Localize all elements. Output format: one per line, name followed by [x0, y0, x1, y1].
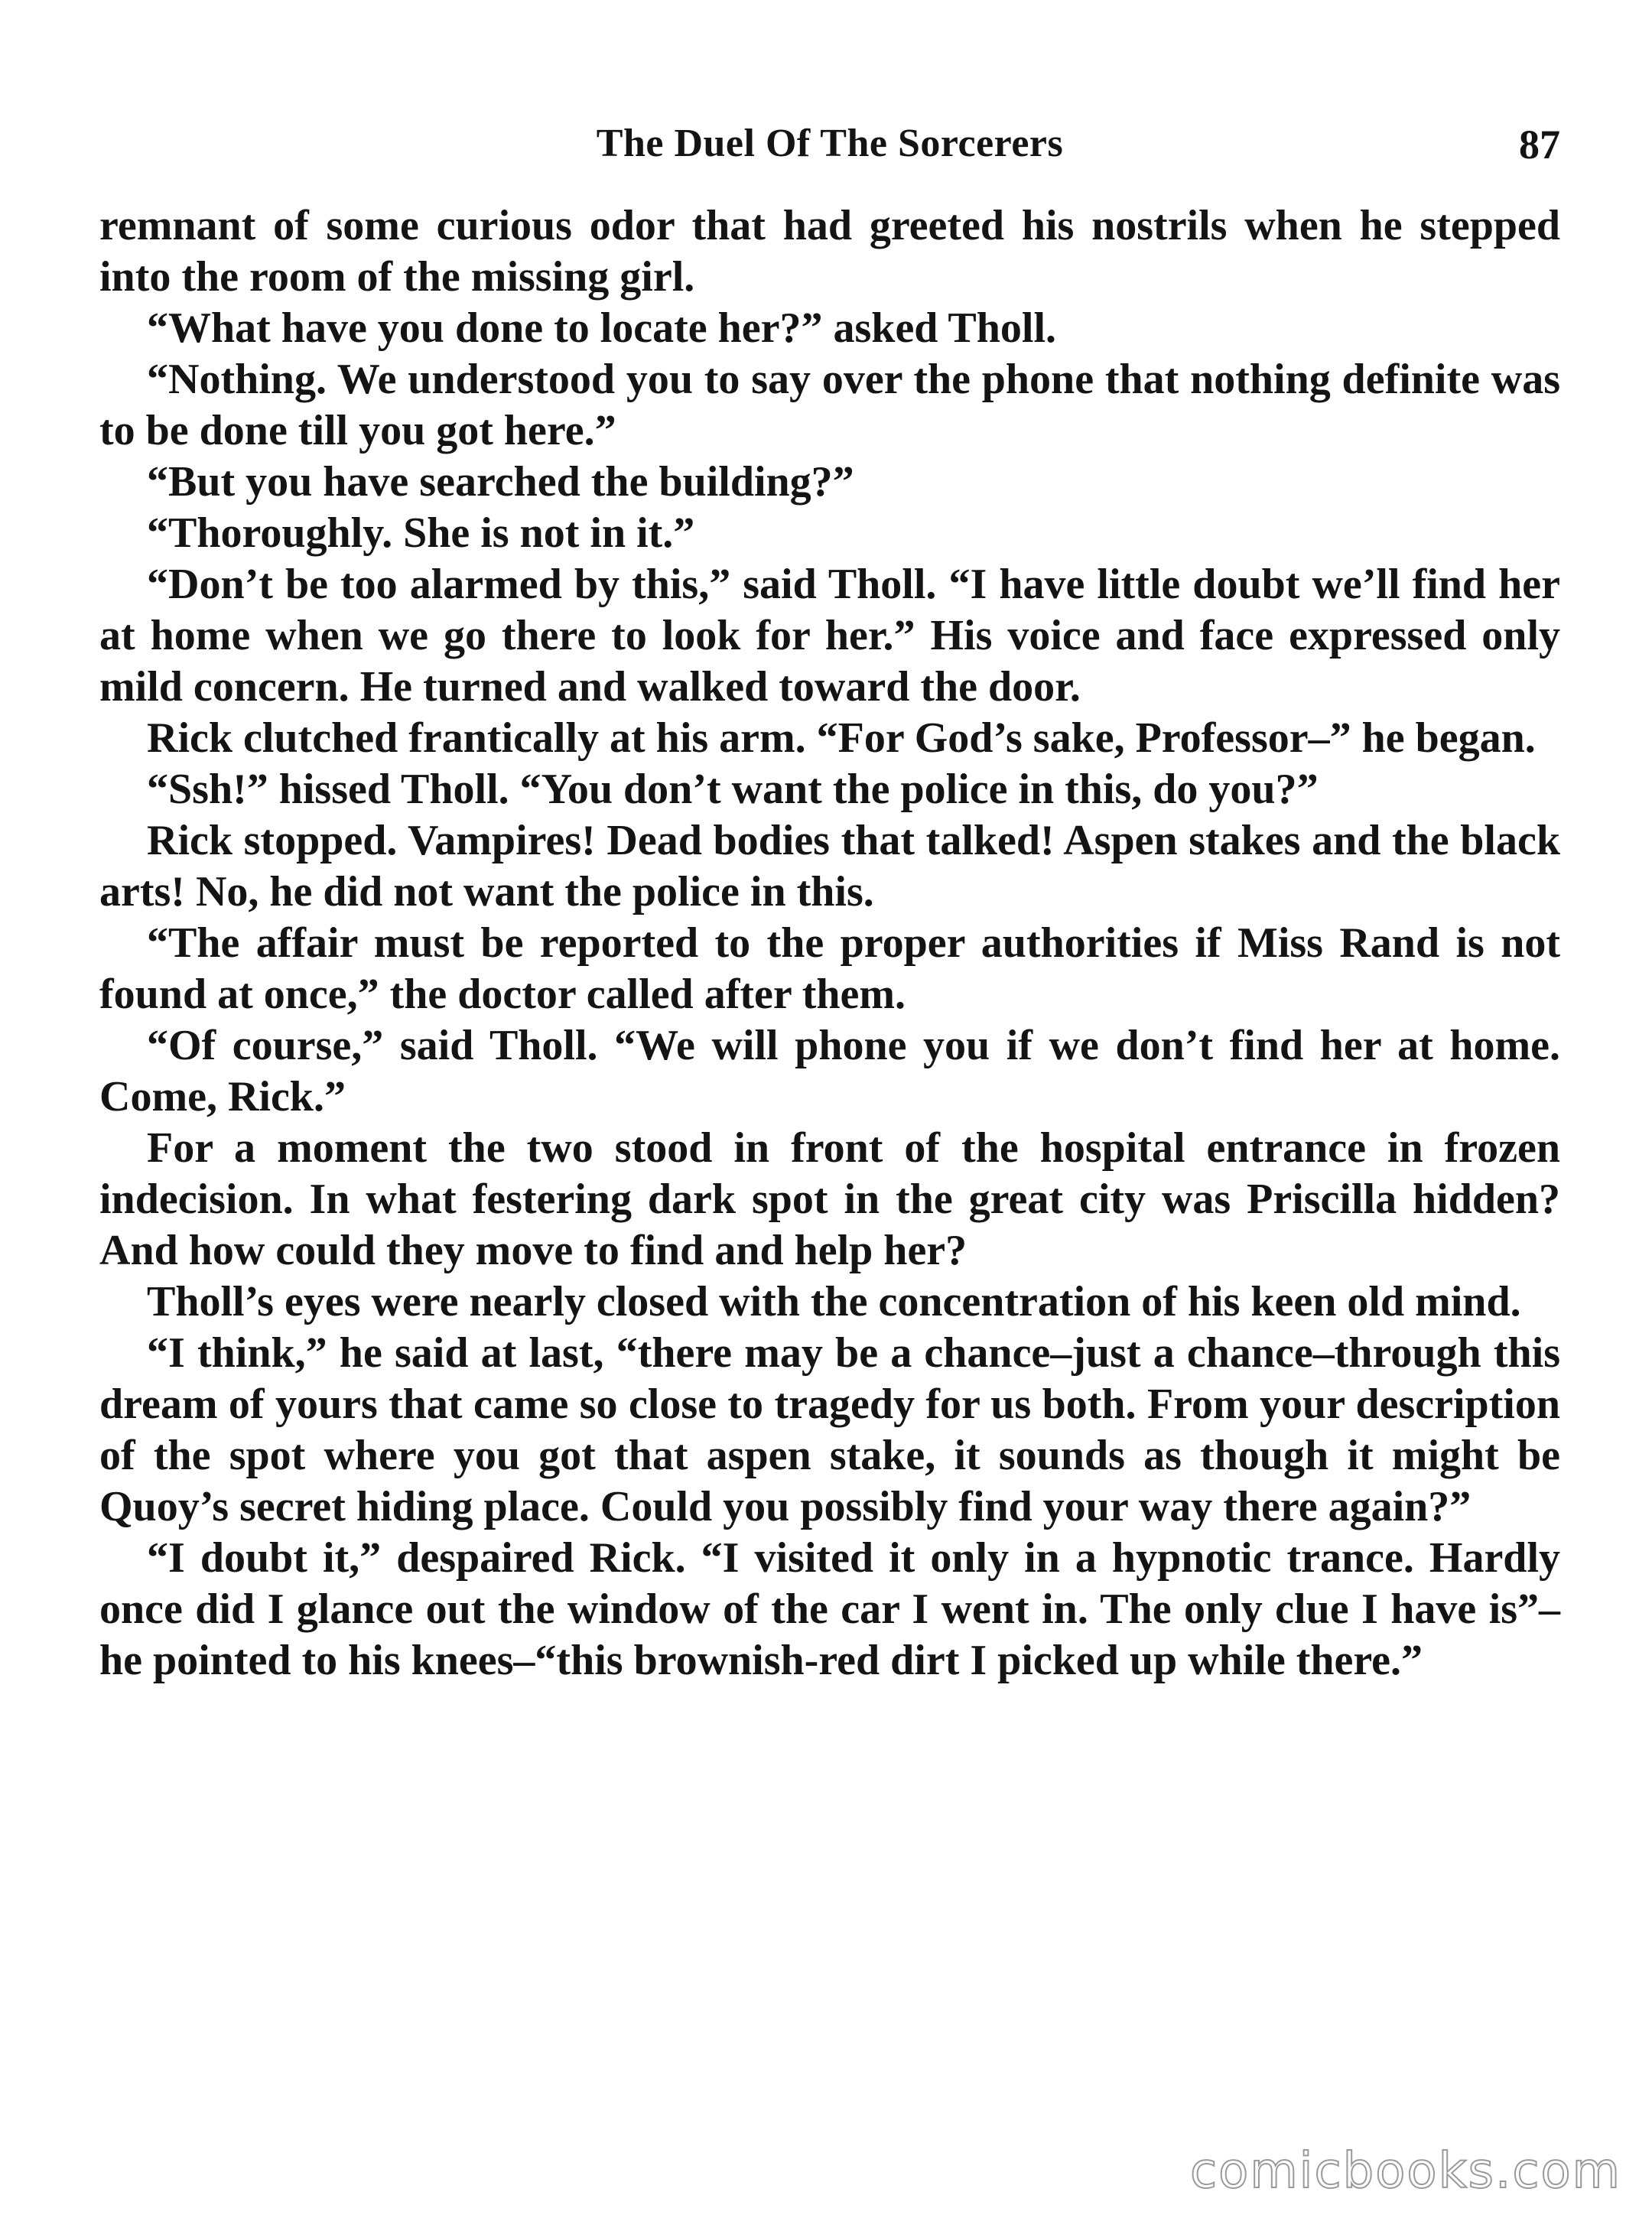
running-head: [99, 121, 1560, 182]
paragraph: “I think,” he said at last, “there may be a chance–just a chance–through this dream of yours that came so close to tragedy for us both. From your description of the spot where you got that aspen stake, it sounds as though it might be Quoy’s secret hiding place. Could you possibly find your way there again?”: [99, 1329, 1560, 1530]
paragraph: “Nothing. We understood you to say over the phone that nothing definite was to be done till you got here.”: [99, 356, 1560, 454]
paragraph: “Thoroughly. She is not in it.”: [147, 509, 695, 557]
paragraph: “Ssh!” hissed Tholl. “You don’t want the police in this, do you?”: [147, 766, 1319, 813]
paragraph: “Of course,” said Tholl. “We will phone you if we don’t find her at home. Come, Rick.”: [99, 1022, 1560, 1120]
body-text: [99, 200, 1560, 1686]
running-title: The Duel Of The Sorcerers: [596, 122, 1064, 165]
paragraph: “I doubt it,” despaired Rick. “I visited it only in a hypnotic trance. Hardly once did I glance out the window of the car I went in. The only clue I have is”–he pointed to his knees–“this brownish-red dirt I picked up while there.”: [99, 1534, 1560, 1684]
paragraph: Rick stopped. Vampires! Dead bodies that talked! Aspen stakes and the black arts! No, he did not want the police in this.: [99, 817, 1560, 915]
page-number: 87: [1519, 122, 1560, 167]
paragraph: “Don’t be too alarmed by this,” said Tholl. “I have little doubt we’ll find her at home when we go there to look for her.” His voice and face expressed only mild concern. He turned and walked toward the door.: [99, 561, 1560, 711]
paragraph: “The affair must be reported to the proper authorities if Miss Rand is not found at once,” the doctor called after them.: [99, 919, 1560, 1018]
watermark: comicbooks.com: [1189, 2143, 1621, 2200]
paragraph: “But you have searched the building?”: [147, 458, 854, 506]
paragraph: remnant of some curious odor that had greeted his nostrils when he stepped into the room of the missing girl.: [99, 202, 1560, 301]
paragraph: Rick clutched frantically at his arm. “For God’s sake, Professor–” he began.: [147, 714, 1536, 762]
paragraph: “What have you done to locate her?” asked Tholl.: [147, 304, 1057, 352]
paragraph: For a moment the two stood in front of the hospital entrance in frozen indecision. In what festering dark spot in the great city was Priscilla hidden? And how could they move to find and help her?: [99, 1124, 1560, 1274]
paragraph: Tholl’s eyes were nearly closed with the concentration of his keen old mind.: [147, 1278, 1521, 1325]
